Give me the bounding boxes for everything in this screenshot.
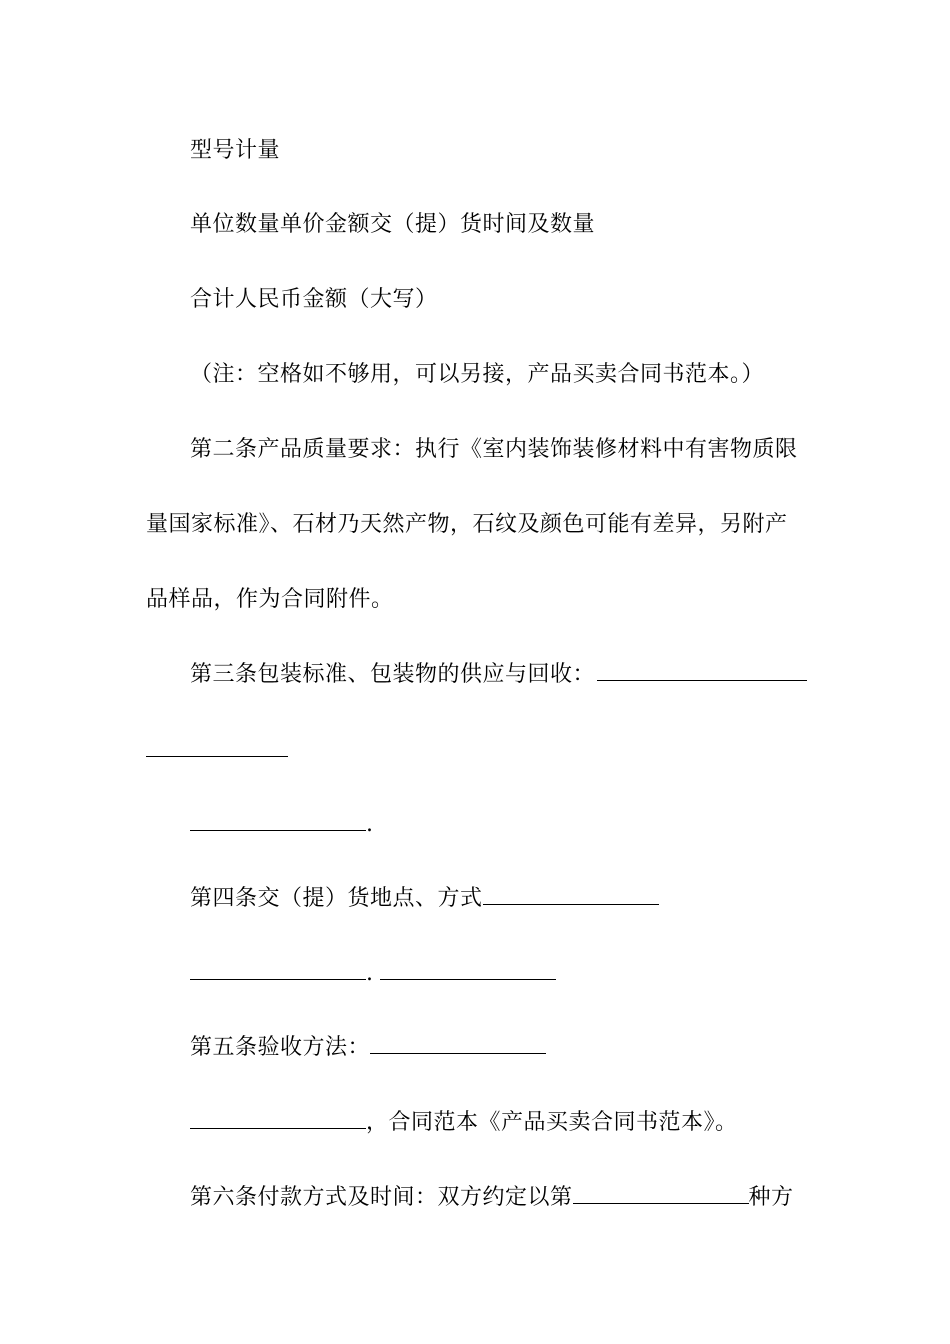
fill-blank[interactable] <box>483 886 659 905</box>
clause6-tail: 种方 <box>748 1185 794 1210</box>
fill-blank[interactable] <box>190 1110 366 1129</box>
fill-blank[interactable] <box>380 961 556 980</box>
clause5-line1 <box>190 1033 546 1063</box>
clause6-line1 <box>190 1183 794 1213</box>
clause2-text: 量国家标准》、石材乃天然产物，石纹及颜色可能有差异，另附产 <box>146 512 788 537</box>
line-note <box>190 360 764 390</box>
clause2-text: 第二条产品质量要求：执行《室内装饰装修材料中有害物质限 <box>190 437 798 462</box>
line-model-unit <box>190 136 280 166</box>
line-text: 单位数量单价金额交（提）货时间及数量 <box>190 212 596 237</box>
clause5-tail: ，合同范本《产品买卖合同书范本》。 <box>366 1110 738 1135</box>
clause3-line1 <box>190 660 807 690</box>
line-text: 合计人民币金额（大写） <box>190 287 438 312</box>
period: . <box>366 812 374 837</box>
clause5-line2 <box>190 1108 738 1138</box>
clause4-line1 <box>190 884 659 914</box>
clause2-line1 <box>190 435 798 465</box>
clause2-line2 <box>146 510 788 540</box>
clause2-text: 品样品，作为合同附件。 <box>146 587 394 612</box>
clause5-text: 第五条验收方法： <box>190 1035 371 1060</box>
line-total-amount <box>190 285 438 315</box>
fill-blank[interactable] <box>370 1035 546 1054</box>
period: . <box>366 961 374 986</box>
clause6-text: 第六条付款方式及时间：双方约定以第 <box>190 1185 573 1210</box>
line-table-header <box>190 210 595 240</box>
clause4-text: 第四条交（提）货地点、方式 <box>190 886 483 911</box>
clause2-line3 <box>146 585 394 615</box>
clause3-line3 <box>190 810 374 840</box>
fill-blank[interactable] <box>190 812 366 831</box>
fill-blank[interactable] <box>597 662 807 681</box>
fill-blank[interactable] <box>146 738 288 757</box>
clause3-line2 <box>146 736 288 766</box>
clause3-text: 第三条包装标准、包装物的供应与回收： <box>190 662 596 687</box>
line-text: （注：空格如不够用，可以另接，产品买卖合同书范本。） <box>190 362 765 387</box>
fill-blank[interactable] <box>573 1185 749 1204</box>
line-text: 型号计量 <box>190 138 281 163</box>
clause4-line2 <box>190 959 556 989</box>
fill-blank[interactable] <box>190 961 366 980</box>
